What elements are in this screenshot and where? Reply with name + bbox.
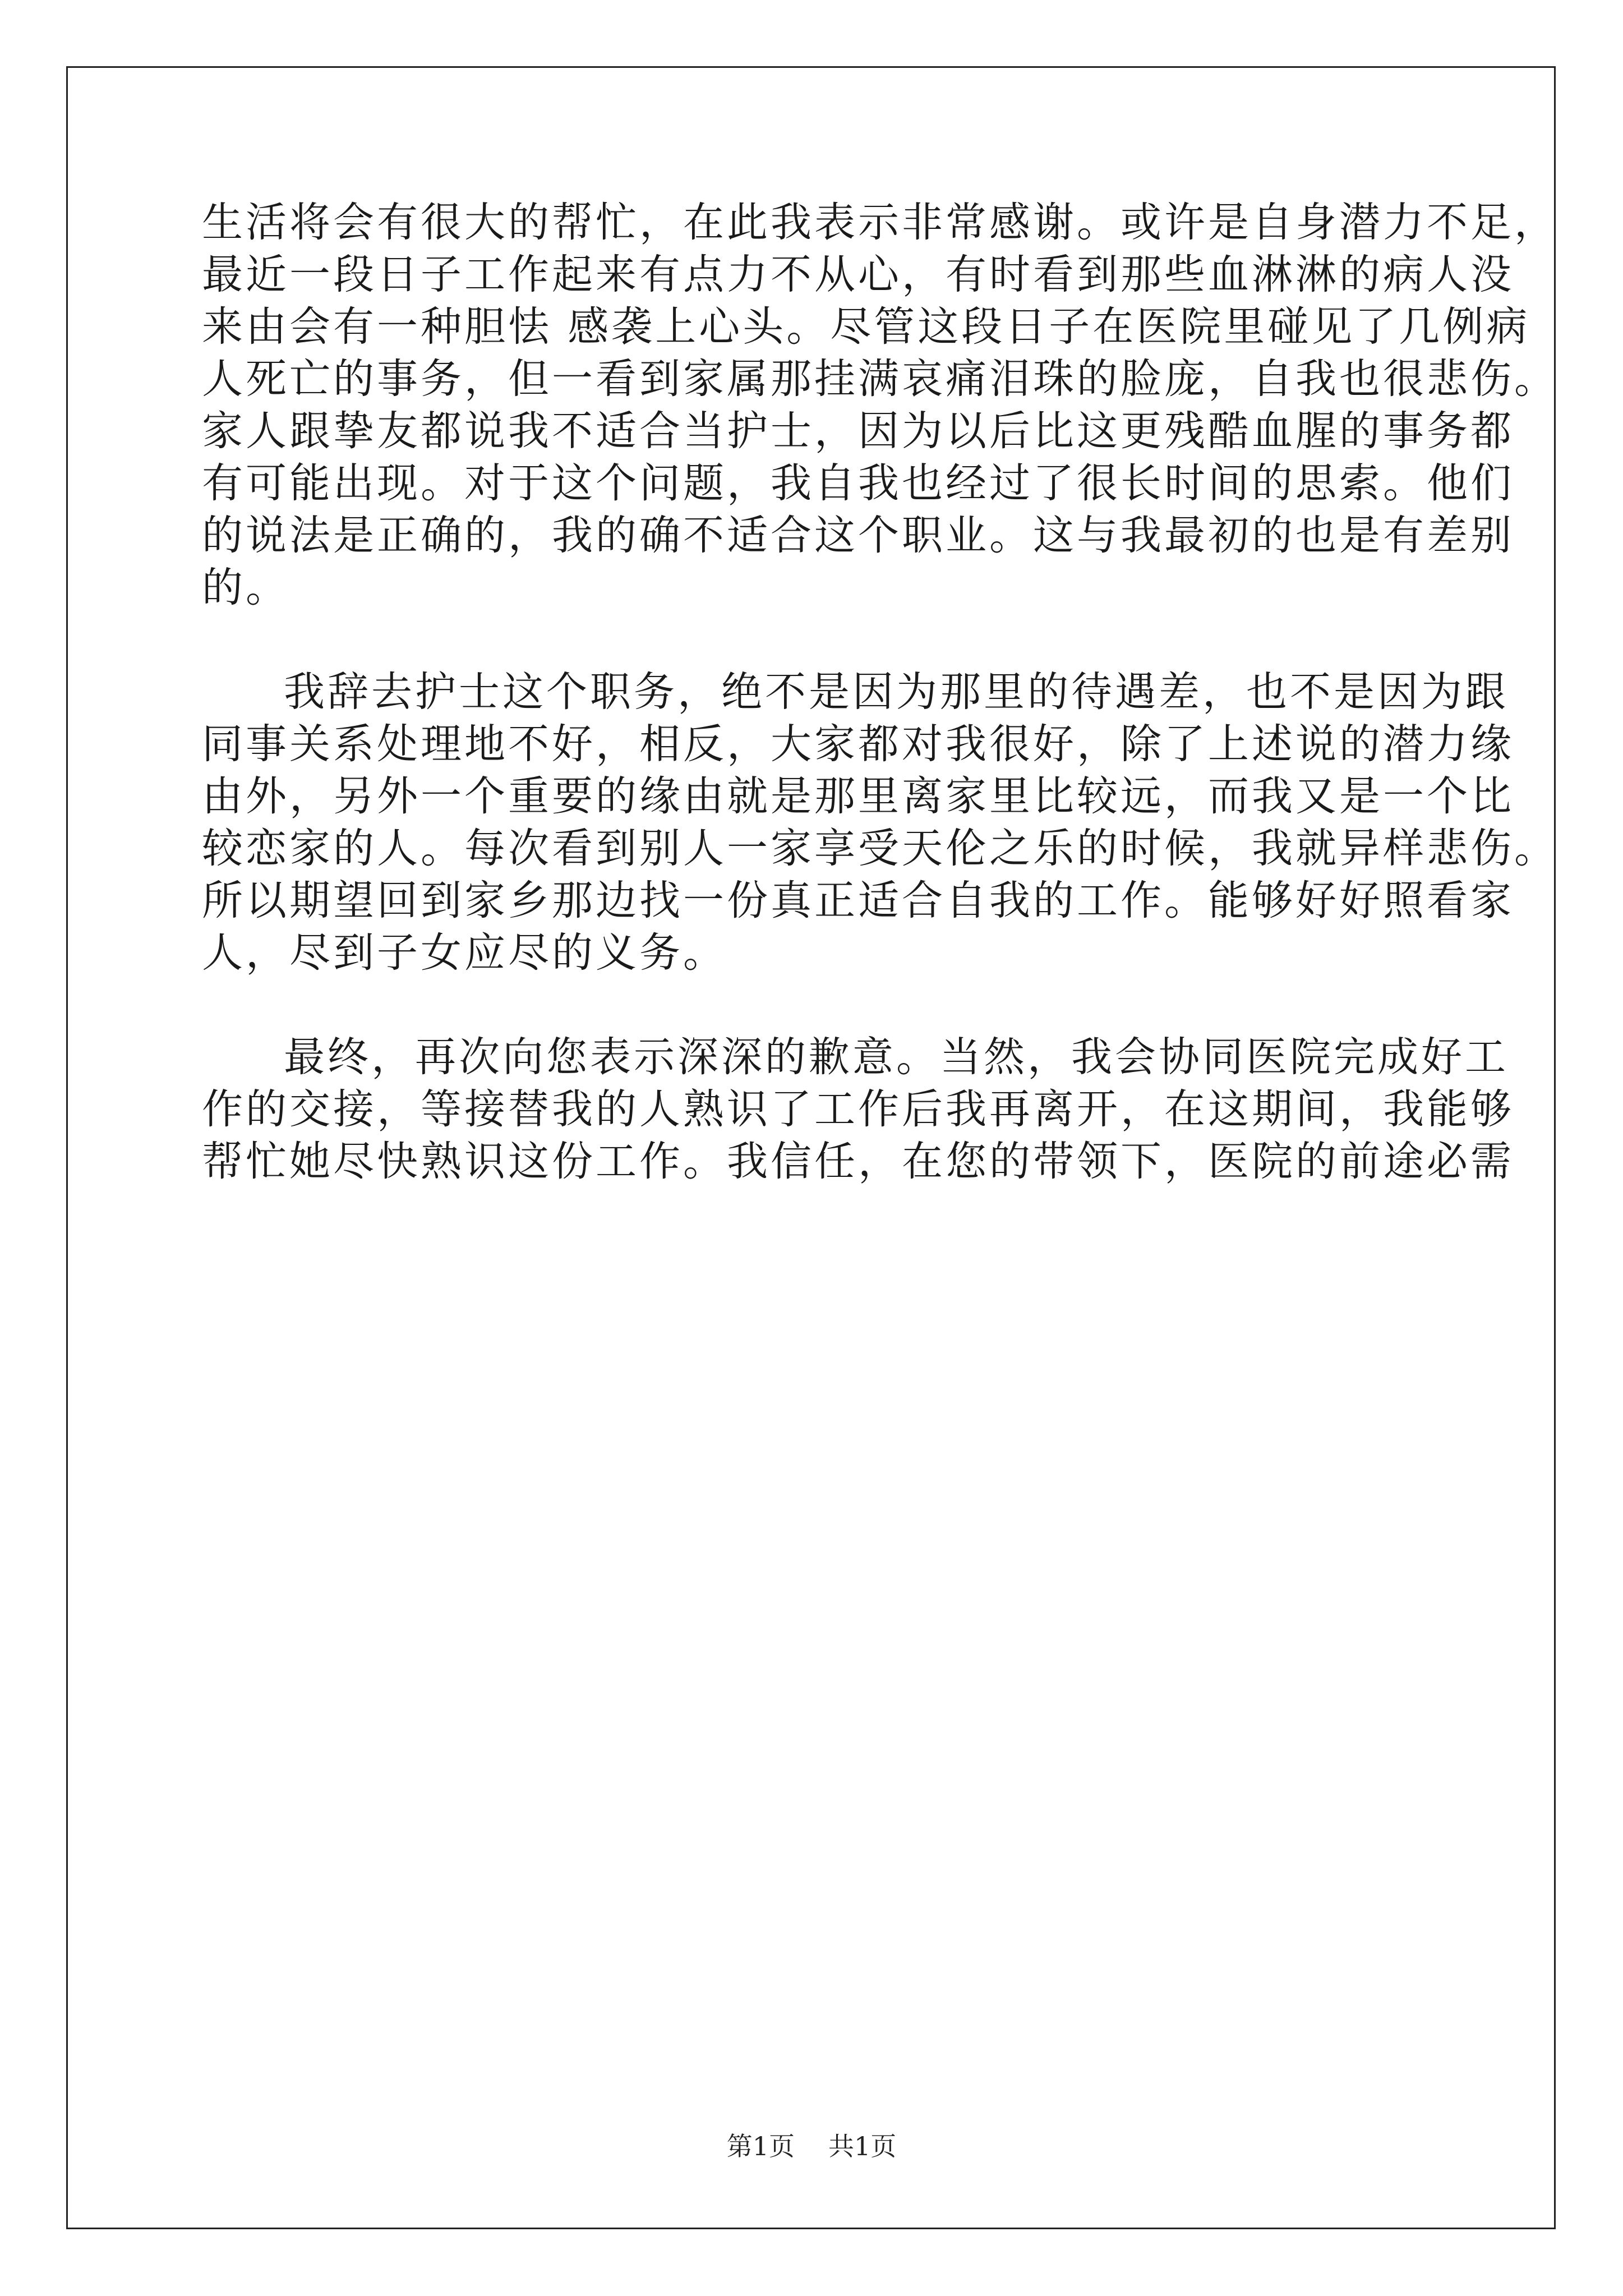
text-line: 由外，另外一个重要的缘由就是那里离家里比较远，而我又是一个比	[202, 772, 1514, 820]
paragraph-2	[202, 666, 1558, 979]
text-line: 最终，再次向您表示深深的歉意。当然，我会协同医院完成好工	[284, 1033, 1509, 1081]
text-line: 所以期望回到家乡那边找一份真正适合自我的工作。能够好好照看家	[202, 877, 1514, 924]
text-line: 的。	[202, 564, 289, 611]
text-line: 人，尽到子女应尽的义务。	[202, 929, 727, 977]
page-total: 共1页	[828, 2131, 897, 2161]
text-line: 来由会有一种胆怯 感袭上心头。尽管这段日子在医院里碰见了几例病	[202, 303, 1530, 351]
text-line: 较恋家的人。每次看到别人一家享受天伦之乐的时候，我就异样悲伤。	[202, 825, 1558, 872]
page-number: 第1页	[726, 2131, 795, 2161]
document-body	[202, 196, 1558, 1240]
paragraph-1	[202, 196, 1558, 614]
text-line: 我辞去护士这个职务，绝不是因为那里的待遇差，也不是因为跟	[284, 668, 1509, 716]
text-line: 帮忙她尽快熟识这份工作。我信任，在您的带领下，医院的前途必需	[202, 1138, 1514, 1185]
text-line: 最近一段日子工作起来有点力不从心，有时看到那些血淋淋的病人没	[202, 251, 1514, 298]
page-footer	[0, 2126, 1623, 2163]
text-line: 人死亡的事务，但一看到家属那挂满哀痛泪珠的脸庞，自我也很悲伤。	[202, 355, 1558, 403]
text-line: 家人跟挚友都说我不适合当护士，因为以后比这更残酷血腥的事务都	[202, 407, 1514, 455]
text-line: 的说法是正确的，我的确不适合这个职业。这与我最初的也是有差别	[202, 512, 1514, 559]
text-line: 有可能出现。对于这个问题，我自我也经过了很长时间的思索。他们	[202, 459, 1514, 507]
text-line: 作的交接，等接替我的人熟识了工作后我再离开，在这期间，我能够	[202, 1085, 1514, 1133]
text-line: 同事关系处理地不好，相反，大家都对我很好，除了上述说的潜力缘	[202, 720, 1514, 768]
paragraph-3	[202, 1031, 1514, 1188]
text-line: 生活将会有很大的帮忙，在此我表示非常感谢。或许是自身潜力不足，	[202, 199, 1558, 246]
